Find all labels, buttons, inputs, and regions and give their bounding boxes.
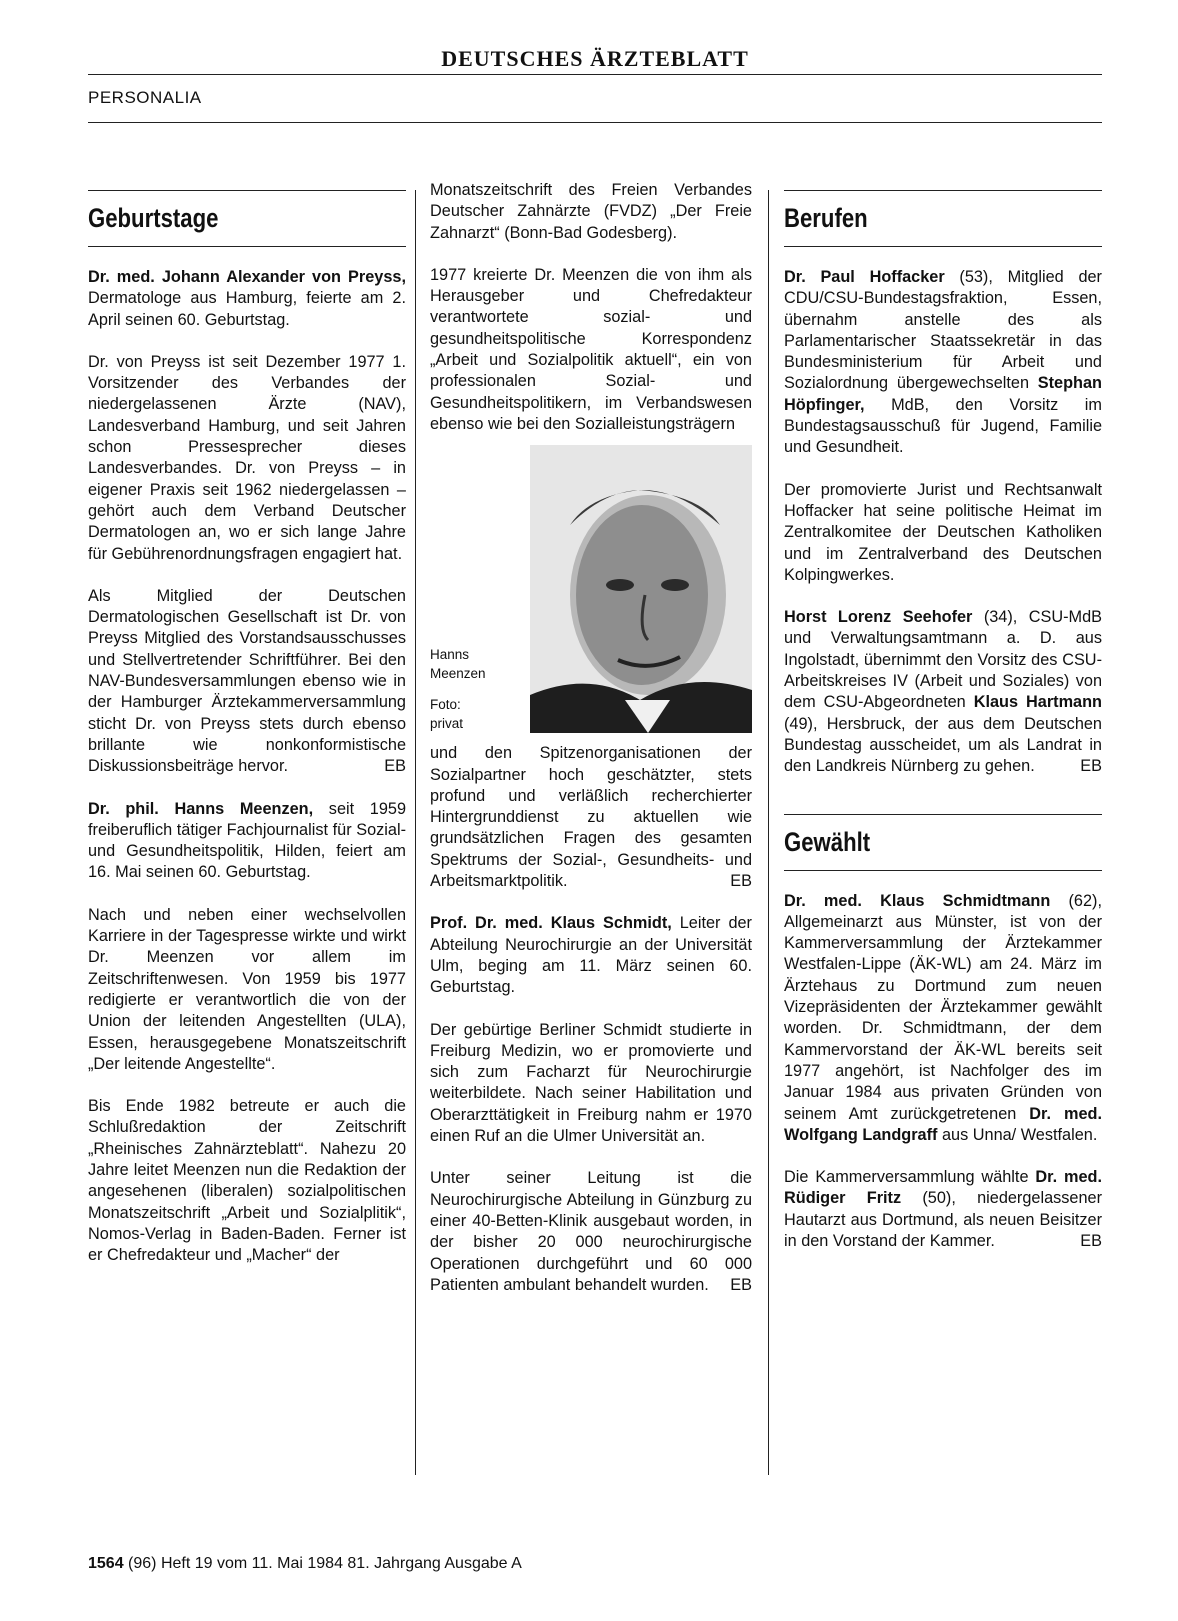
paragraph-text: Unter seiner Leitung ist die Neurochirurgische Abteilung in Günzburg zu einer 40-Betten-Klinik ausgebaut worden, in der bisher 20 000 neurochirurgische Operationen durchgeführt und 60 000 Patienten ambulant behandelt wurden. (430, 1169, 752, 1294)
paragraph-text: (34), CSU-MdB und Verwaltungsamtmann a. D. aus Ingolstadt, übernimmt den Vorsitz des CSU-Arbeitskreises IV (Arbeit und Soziales) von dem CSU-Abgeordneten (784, 608, 1102, 712)
paragraph (88, 799, 406, 884)
paragraph-text: und den Spitzenorganisationen der Sozialpartner hoch geschätzter, stets profund und verläßlich recherchierter Hintergrunddienst zu aktuellen wie grundsätzlichen Fragen des gesamten Spektrums der Sozial-, Gesundheits- und Arbeitsmarktpolitik. (430, 744, 752, 891)
paragraph-text: (62), Allgemeinarzt aus Münster, ist von der Kammerversammlung der Ärztekammer Westfalen-Lippe (ÄK-WL) am 24. März im Ärztehaus zu Dortmund zum neuen Vizepräsidenten der Ärztekammer gewählt worden. Dr. Schmidtmann, der dem Kammervorstand der ÄK-WL bereits seit 1977 angehört, ist Nachfolger des im Januar 1984 aus privaten Gründen von seinem Amt zurückgetretenen (784, 891, 1102, 1123)
paragraph-text: Leiter der Abteilung Neurochirurgie an der Universität Ulm, beging am 11. März seinen 60. Geburtstag. (430, 914, 752, 997)
person-name: Dr. med. Johann Alexander von Preyss, (88, 268, 406, 286)
masthead: DEUTSCHES ÄRZTEBLATT (88, 46, 1102, 75)
person-name: Stephan Höpfinger, (784, 374, 1102, 414)
paragraph: Nach und neben einer wechselvollen Karriere in der Tagespresse wirkte und wirkt Dr. Meenzen vor allem im Zeitschriftenwesen. Von 1959 bis 1977 redigierte er verantwortlich die von der Union der leitenden Angestellten (ULA), Essen, herausgegebene Monatszeitschrift „Der leitende Angestellte“. (88, 905, 406, 1073)
heading-berufen: Berufen (784, 190, 1102, 247)
section-label: PERSONALIA (88, 88, 202, 107)
paragraph (88, 586, 406, 778)
paragraph-text: (49), Hersbruck, der aus dem Deutschen Bundestag ausscheidet, um als Landrat in den Landkreis Nürnberg zu gehen. (784, 714, 1102, 776)
paragraph-text: aus Unna/ Westfalen. (937, 1125, 1098, 1144)
portrait-illustration (530, 445, 752, 733)
paragraph: Der promovierte Jurist und Rechtsanwalt Hoffacker hat seine politische Heimat im Zentralkomitee der Deutschen Katholiken und im Zentralverband des Deutschen Kolpingwerkes. (784, 480, 1102, 584)
photo-block (430, 445, 752, 733)
person-name: Dr. med. Klaus Schmidtmann (784, 891, 1051, 910)
photo-caption (430, 445, 530, 733)
paragraph-text: Die Kammerversammlung wählte (784, 1168, 1036, 1187)
column-divider (415, 190, 416, 1475)
signature: EB (384, 757, 406, 776)
column-3 (784, 190, 1102, 1273)
person-name: Dr. med. Rüdiger Fritz (784, 1168, 1102, 1208)
column-1 (88, 190, 406, 1287)
column-divider (768, 190, 769, 1475)
top-rule (88, 122, 1102, 123)
person-name: Klaus Hartmann (973, 693, 1102, 712)
issue-info: (96) Heft 19 vom 11. Mai 1984 81. Jahrgang Ausgabe A (123, 1555, 522, 1572)
paragraph: Monatszeitschrift des Freien Verbandes Deutscher Zahnärzte (FVDZ) „Der Freie Zahnarzt“ (Bonn-Bad Godesberg). (430, 181, 752, 242)
caption-line: Hanns (430, 647, 470, 663)
person-name: Horst Lorenz Seehofer (784, 608, 973, 627)
person-name: Dr. phil. Hanns Meenzen, (88, 799, 314, 818)
person-name: Dr. med. Wolfgang Landgraff (784, 1104, 1102, 1144)
paragraph-text: MdB, den Vorsitz im Bundestagsausschuß für Jugend, Familie und Gesundheit. (784, 395, 1102, 457)
signature: EB (730, 872, 752, 891)
caption-line: privat (430, 716, 464, 732)
paragraph: Der gebürtige Berliner Schmidt studierte in Freiburg Medizin, wo er promovierte und sich zum Facharzt für Neurochirurgie weiterbildete. Nach seiner Habilitation und Oberarzttätigkeit in Freiburg nahm er 1970 einen Ruf an die Ulmer Universität an. (430, 1020, 752, 1146)
paragraph (430, 1168, 752, 1296)
paragraph: 1977 kreierte Dr. Meenzen die von ihm als Herausgeber und Chefredakteur verantwortete sozial- und gesundheitspolitische Korrespondenz „Arbeit und Sozialpolitik aktuell“, ein von professionalen Sozial- und Gesundheitspolitikern, im Verbandswesen ebenso wie bei den Sozialleistungsträgern (430, 265, 752, 433)
paragraph (430, 913, 752, 998)
heading-gewaehlt: Gewählt (784, 814, 1102, 871)
paragraph: Dr. von Preyss ist seit Dezember 1977 1. Vorsitzender des Verbandes der niedergelassenen Ärzte (NAV), Landesverband Hamburg, und seit Jahren schon Pressesprecher dieses Landesverbandes. Dr. von Preyss – in eigener Praxis seit 1962 niedergelassen – gehört auch dem Verband Deutscher Dermatologen an, wo er sich lange Jahre für Gebührenordnungsfragen engagiert hat. (88, 352, 406, 563)
paragraph (784, 267, 1102, 459)
paragraph-text: seit 1959 freiberuflich tätiger Fachjournalist für Sozial- und Gesundheitspolitik, Hilden, feiert am 16. Mai seinen 60. Geburtstag. (88, 799, 406, 882)
paragraph (88, 267, 406, 331)
person-name: Prof. Dr. med. Klaus Schmidt, (430, 914, 672, 933)
heading-geburtstage: Geburtstage (88, 190, 406, 247)
paragraph (784, 891, 1102, 1147)
paragraph-text: Dermatologe aus Hamburg, feierte am 2. April seinen 60. Geburtstag. (88, 289, 406, 329)
page-number: 1564 (88, 1555, 124, 1572)
signature: EB (1080, 1231, 1102, 1250)
paragraph: Bis Ende 1982 betreute er auch die Schlußredaktion der Zeitschrift „Rheinisches Zahnärzteblatt“. Nahezu 20 Jahre leitet Meenzen nun die Redaktion der angesehenen (liberalen) sozialpolitischen Monatszeitschrift „Arbeit und Sozialplitik“, Nomos-Verlag in Baden-Baden. Ferner ist er Chefredakteur und „Macher“ der (88, 1097, 406, 1265)
paragraph (784, 1167, 1102, 1252)
person-name: Dr. Paul Hoffacker (784, 268, 945, 286)
signature: EB (730, 1275, 752, 1294)
caption-line: Meenzen (430, 666, 486, 682)
paragraph-text: (53), Mitglied der CDU/CSU-Bundestagsfraktion, Essen, übernahm anstelle des als Parlamentarischer Staatssekretär in das Bundesministerium für Arbeit und Sozialordnung übergewechselten (784, 268, 1102, 393)
paragraph (784, 607, 1102, 777)
paragraph-text: (50), niedergelassener Hautarzt aus Dortmund, als neuen Beisitzer in den Vorstand der Kammer. (784, 1189, 1102, 1250)
page-footer (88, 1555, 522, 1573)
portrait-photo (530, 445, 752, 733)
column-2 (430, 180, 752, 1317)
signature: EB (1080, 757, 1102, 776)
paragraph-text: Als Mitglied der Deutschen Dermatologischen Gesellschaft ist Dr. von Preyss Mitglied des Vorstandsausschusses und Stellvertretender Schriftführer. Bei den NAV-Bundesversammlungen ebenso wie in der Hamburger Ärztekammerversammlung sticht Dr. von Preyss stets durch ebenso brillante wie nonkonformistische Diskussionsbeiträge hervor. (88, 586, 406, 776)
paragraph (430, 743, 752, 892)
caption-line: Foto: (430, 697, 461, 713)
